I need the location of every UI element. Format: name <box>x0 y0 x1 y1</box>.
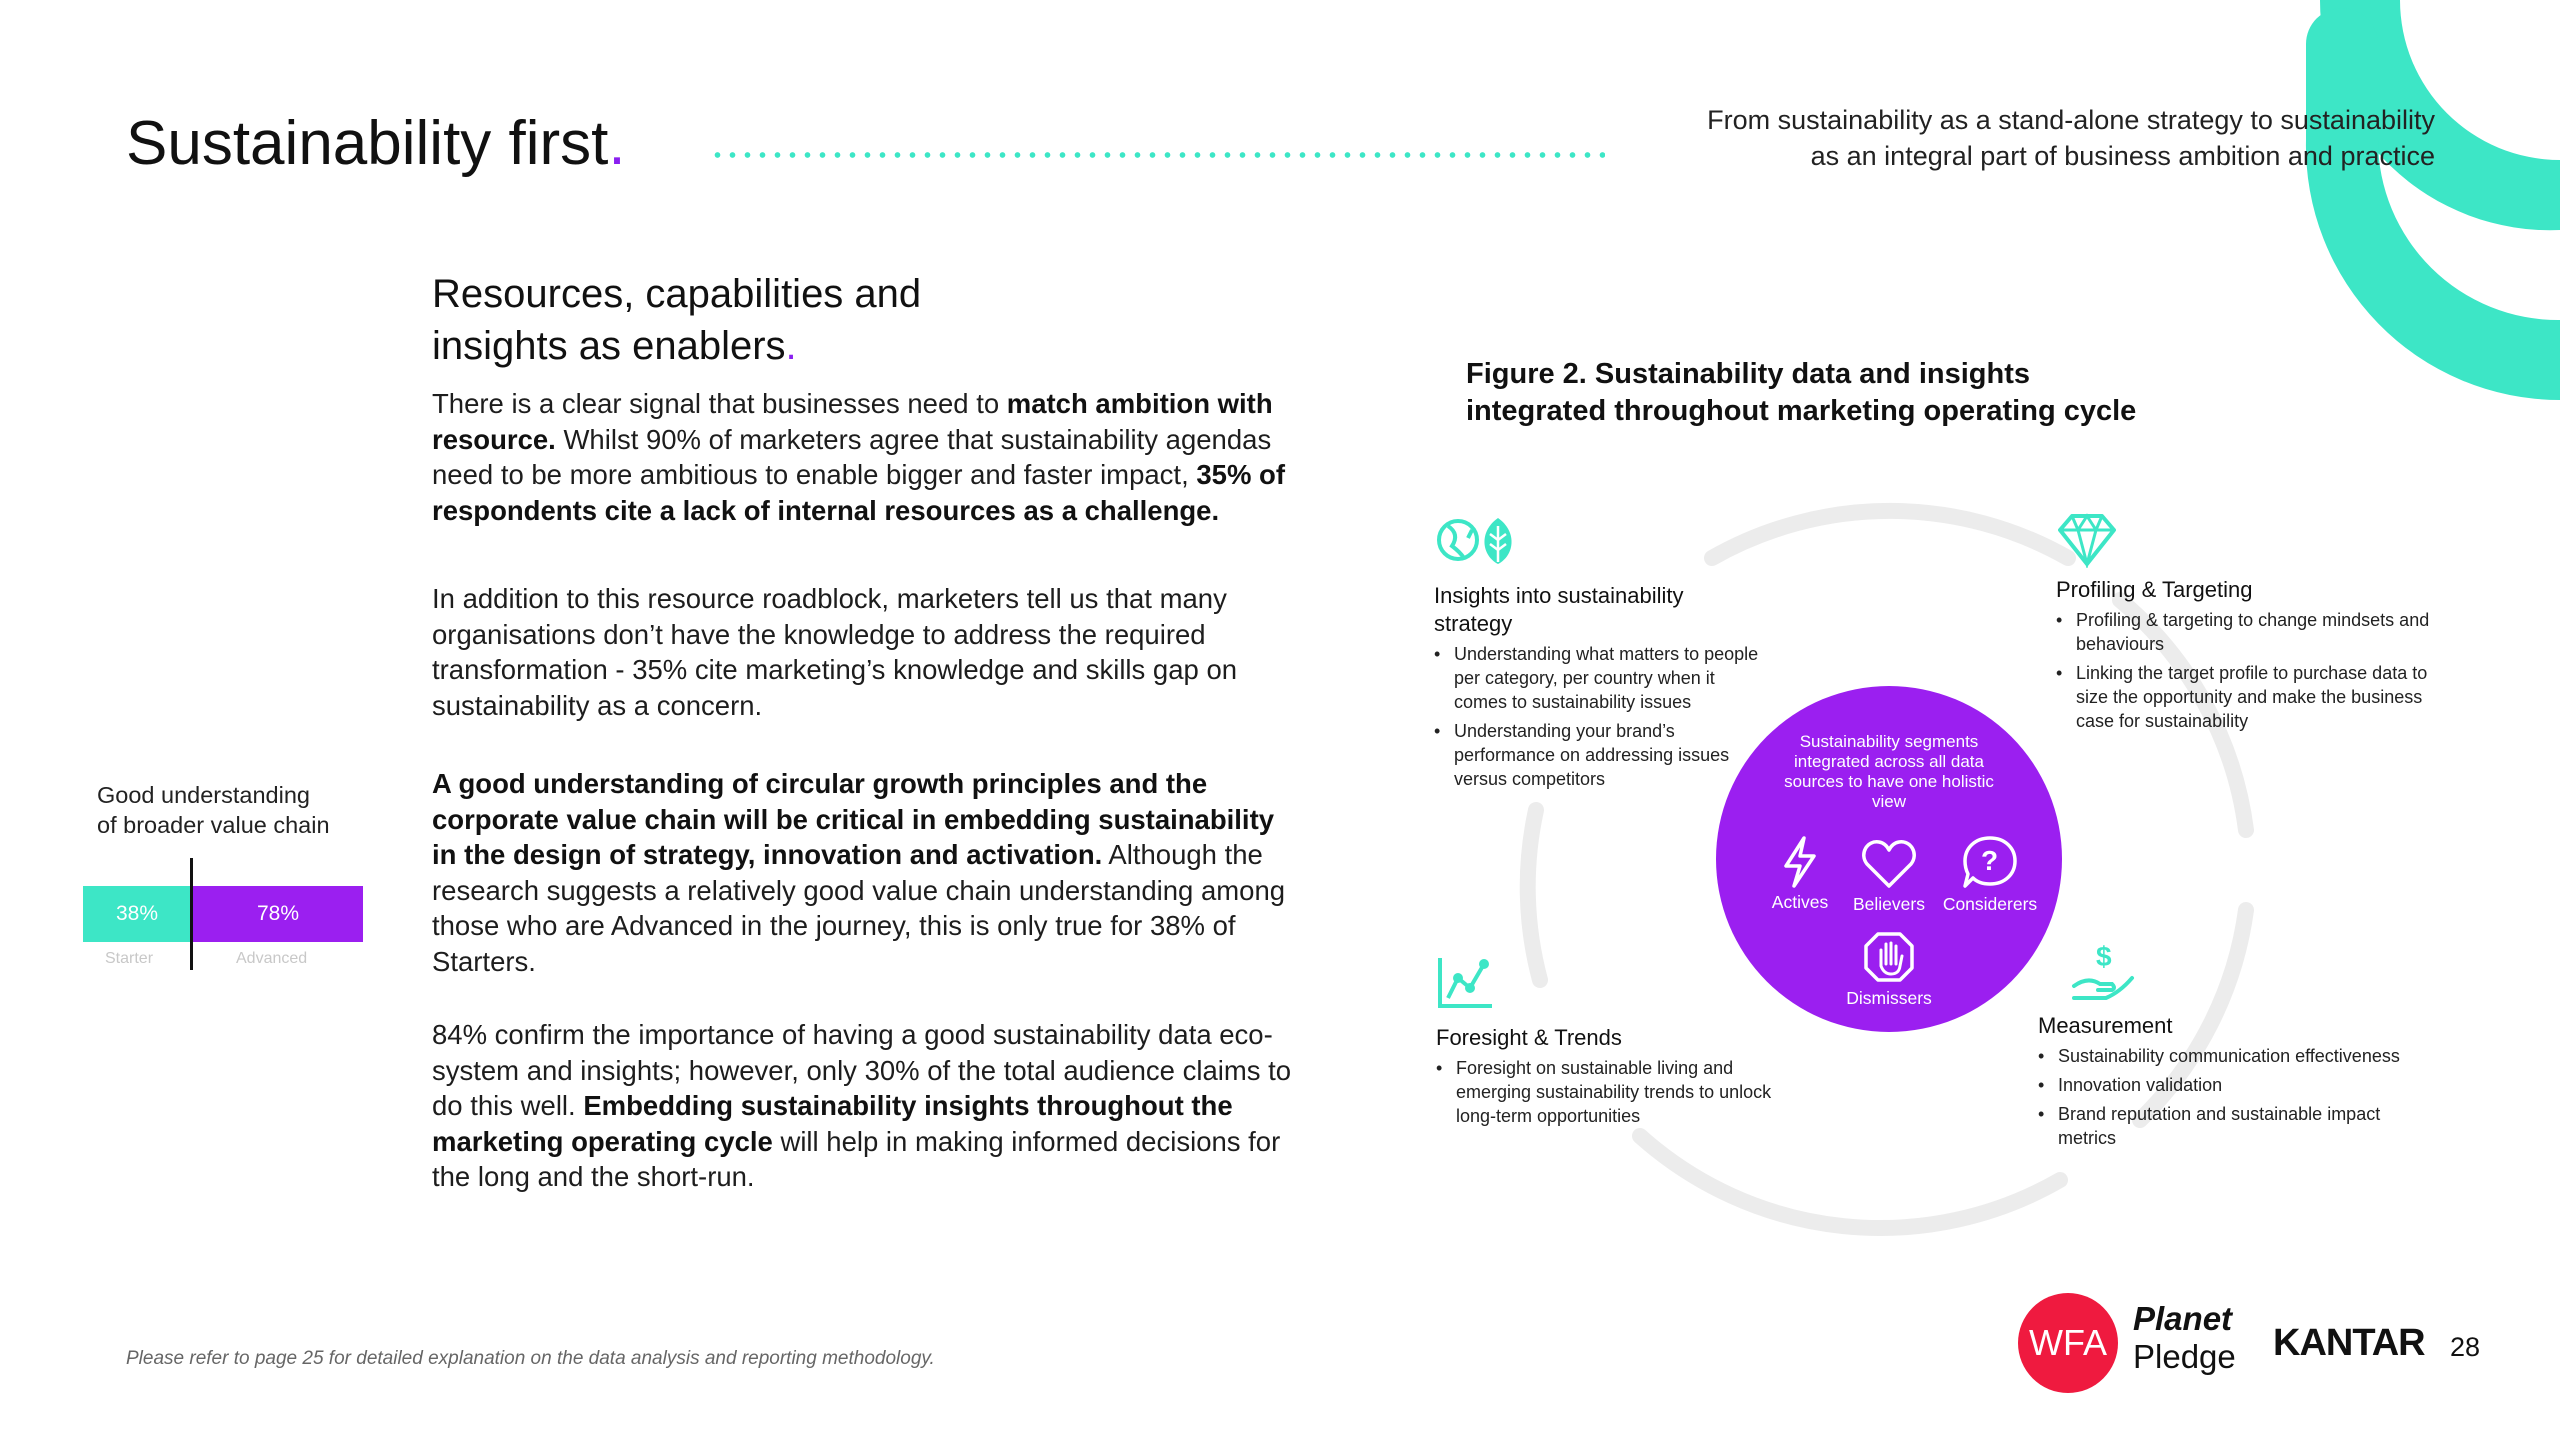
page-number: 28 <box>2450 1332 2481 1362</box>
question-bubble-icon <box>1961 834 2019 890</box>
dotted-divider <box>710 150 1605 160</box>
measurement-bullet: • Sustainability communication effectiveness <box>2058 1044 2426 1068</box>
quadrant-profiling: Profiling & Targeting • Profiling & targeting to change mindsets and behaviours • Linking the target profile to purchase data to size the opportunity and make the business case for sustainability <box>2054 576 2444 738</box>
trend-chart-icon <box>1434 954 1496 1012</box>
segment-actives: Actives <box>1760 836 1840 913</box>
quadrant-insights: Insights into sustainability strategy • Understanding what matters to people per category, per country when it comes to sustainability issues • Understanding your brand’s performance on addressing issues versus competitors <box>1432 582 1772 796</box>
footnote: Please refer to page 25 for detailed explanation on the data analysis and reporting methodology. <box>126 1348 935 1369</box>
insights-bullet: • Understanding your brand’s performance on addressing issues versus competitors <box>1454 719 1772 791</box>
lightning-icon <box>1780 836 1820 888</box>
heart-icon <box>1861 838 1917 890</box>
paragraph-data-ecosystem: 84% confirm the importance of having a good sustainability data eco-system and insights; however, only 30% of the total audience claims to do this well. Embedding sustainability insights throughout the marketing operating cycle will help in making informed decisions for the long and the short-run. <box>432 1019 1292 1192</box>
hand-dollar-icon <box>2070 940 2136 1004</box>
segment-dismissers: Dismissers <box>1834 930 1944 1009</box>
globe-leaf-icon <box>1436 512 1520 568</box>
starter-caption: Starter <box>105 950 154 967</box>
paragraph-resources: There is a clear signal that businesses need to match ambition with resource. Whilst 90% of marketers agree that sustainability agendas need to be more ambitious to enable bigger and faster impact, 35% of respondents cite a lack of internal resources as a challenge. <box>432 388 1285 526</box>
insights-bullet: • Understanding what matters to people per category, per country when it comes to sustainability issues <box>1454 642 1772 714</box>
segments-description: Sustainability segments integrated across all data sources to have one holistic view <box>1784 732 1994 811</box>
planet-pledge-logo: Planet Pledge <box>2133 1300 2236 1375</box>
segments-circle <box>1716 686 2062 1032</box>
advanced-bar: 78% <box>193 886 363 942</box>
kantar-logo: KANTAR <box>2273 1322 2425 1364</box>
profiling-bullet: • Profiling & targeting to change mindsets and behaviours <box>2076 608 2444 656</box>
starter-bar: 38% <box>83 886 191 942</box>
svg-text:$: $ <box>2096 941 2112 972</box>
wfa-logo: WFA <box>2018 1293 2118 1393</box>
svg-text:?: ? <box>1981 845 1999 876</box>
quadrant-measurement: Measurement • Sustainability communication effectiveness • Innovation validation • Brand reputation and sustainable impact metrics <box>2036 1012 2426 1155</box>
advanced-caption: Advanced <box>236 950 308 967</box>
section-heading: Resources, capabilities and insights as enablers. <box>432 272 922 368</box>
measurement-bullet: • Innovation validation <box>2058 1073 2426 1097</box>
stop-hand-icon <box>1862 930 1916 984</box>
page-title: Sustainability first. <box>126 109 626 178</box>
figure-title: Figure 2. Sustainability data and insights integrated throughout marketing operating cycle <box>1466 358 2137 427</box>
measurement-bullet: • Brand reputation and sustainable impact metrics <box>2058 1102 2426 1150</box>
quadrant-foresight: Foresight & Trends • Foresight on sustainable living and emerging sustainability trends to unlock long-term opportunities <box>1434 1024 1774 1133</box>
paragraph-value-chain: A good understanding of circular growth principles and the corporate value chain will be critical in embedding sustainability in the design of strategy, innovation and activation. Although the research suggests a relatively good value chain understanding among those who are Advanced in the journey, this is only true for 38% of Starters. <box>432 768 1286 977</box>
segment-considerers: ? Considerers <box>1936 834 2044 915</box>
paragraph-knowledge-gap: In addition to this resource roadblock, marketers tell us that many organisations don’t have the knowledge to address the required transformation - 35% cite marketing’s knowledge and skills gap on sustainability as a concern. <box>432 583 1238 721</box>
foresight-bullet: • Foresight on sustainable living and emerging sustainability trends to unlock long-term opportunities <box>1456 1056 1774 1128</box>
value-chain-label: Good understanding of broader value chain <box>97 782 330 838</box>
page-subtitle: From sustainability as a stand-alone strategy to sustainability as an integral part of business ambition and practice <box>1707 105 2435 171</box>
diamond-icon <box>2058 512 2116 568</box>
segment-believers: Believers <box>1844 838 1934 915</box>
decorative-arcs <box>2160 0 2560 420</box>
profiling-bullet: • Linking the target profile to purchase data to size the opportunity and make the business case for sustainability <box>2076 661 2444 733</box>
bar-divider <box>190 858 193 970</box>
